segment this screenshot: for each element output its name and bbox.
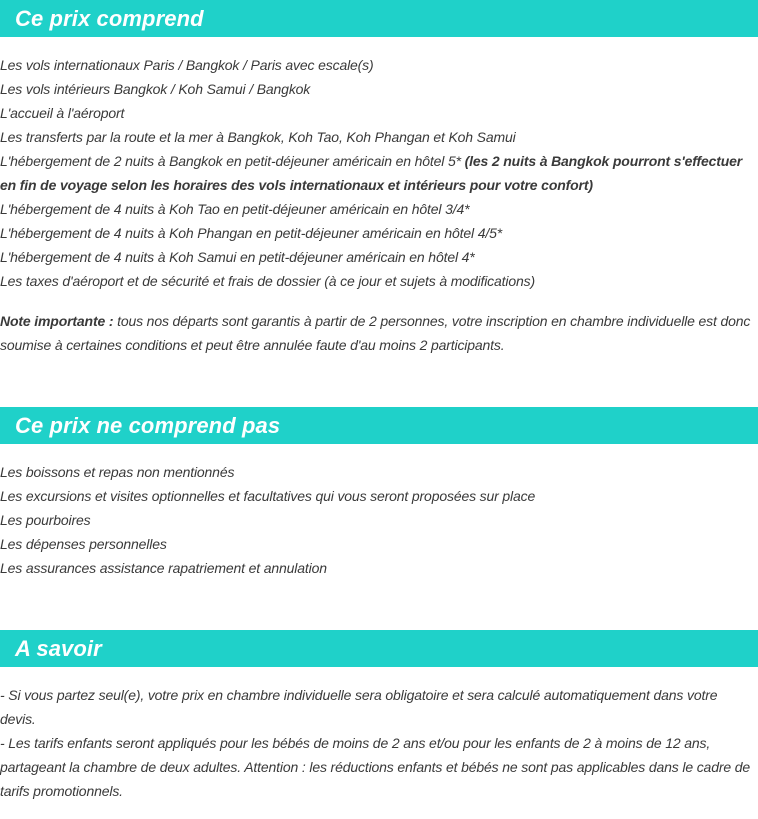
included-list: [0, 53, 758, 293]
info-paragraph-solo: - Si vous partez seul(e), votre prix en chambre individuelle sera obligatoire et sera calculé automatiquement dans votre devis.: [0, 687, 718, 727]
important-note: [0, 309, 756, 357]
info-paragraph-children: - Les tarifs enfants seront appliqués pour les bébés de moins de 2 ans et/ou pour les enfants de 2 à moins de 12 ans, partageant la chambre de deux adultes. Attention : les réductions enfants et bébés ne sont pas applicables dans le cadre de tarifs promotionnels.: [0, 735, 750, 799]
list-item: Les assurances assistance rapatriement et annulation: [0, 560, 327, 576]
list-item-bangkok-text: L'hébergement de 2 nuits à Bangkok en petit-déjeuner américain en hôtel 5*: [0, 153, 465, 169]
list-item: Les vols internationaux Paris / Bangkok / Paris avec escale(s): [0, 57, 374, 73]
section-title-included-label: Ce prix comprend: [15, 6, 204, 31]
bangkok-note: (les 2 nuits à Bangkok pourront s'effectuer en fin de voyage selon les horaires des vols internationaux et intérieurs pour votre confort): [0, 153, 743, 193]
list-item: L'hébergement de 4 nuits à Koh Phangan en petit-déjeuner américain en hôtel 4/5*: [0, 225, 503, 241]
section-title-excluded-label: Ce prix ne comprend pas: [15, 413, 281, 438]
important-note-text: tous nos départs sont garantis à partir de 2 personnes, votre inscription en chambre individuelle est donc soumise à certaines conditions et peut être annulée faute d'au moins 2 participants.: [0, 313, 751, 353]
list-item: Les pourboires: [0, 512, 91, 528]
section-title-included: [0, 0, 758, 37]
list-item: Les transferts par la route et la mer à Bangkok, Koh Tao, Koh Phangan et Koh Samui: [0, 129, 516, 145]
list-item: Les taxes d'aéroport et de sécurité et frais de dossier (à ce jour et sujets à modifications): [0, 273, 535, 289]
section-title-info: [0, 630, 758, 667]
list-item: L'hébergement de 4 nuits à Koh Tao en petit-déjeuner américain en hôtel 3/4*: [0, 201, 470, 217]
section-title-excluded: [0, 407, 758, 444]
list-item: L'accueil à l'aéroport: [0, 105, 125, 121]
list-item-bangkok: [0, 149, 758, 197]
list-item: Les boissons et repas non mentionnés: [0, 464, 235, 480]
excluded-list: [0, 460, 758, 580]
list-item: L'hébergement de 4 nuits à Koh Samui en petit-déjeuner américain en hôtel 4*: [0, 249, 475, 265]
list-item: Les dépenses personnelles: [0, 536, 167, 552]
list-item: Les excursions et visites optionnelles et facultatives qui vous seront proposées sur place: [0, 488, 536, 504]
list-item: Les vols intérieurs Bangkok / Koh Samui / Bangkok: [0, 81, 311, 97]
important-note-label: Note importante :: [0, 313, 114, 329]
section-title-info-label: A savoir: [15, 636, 102, 661]
